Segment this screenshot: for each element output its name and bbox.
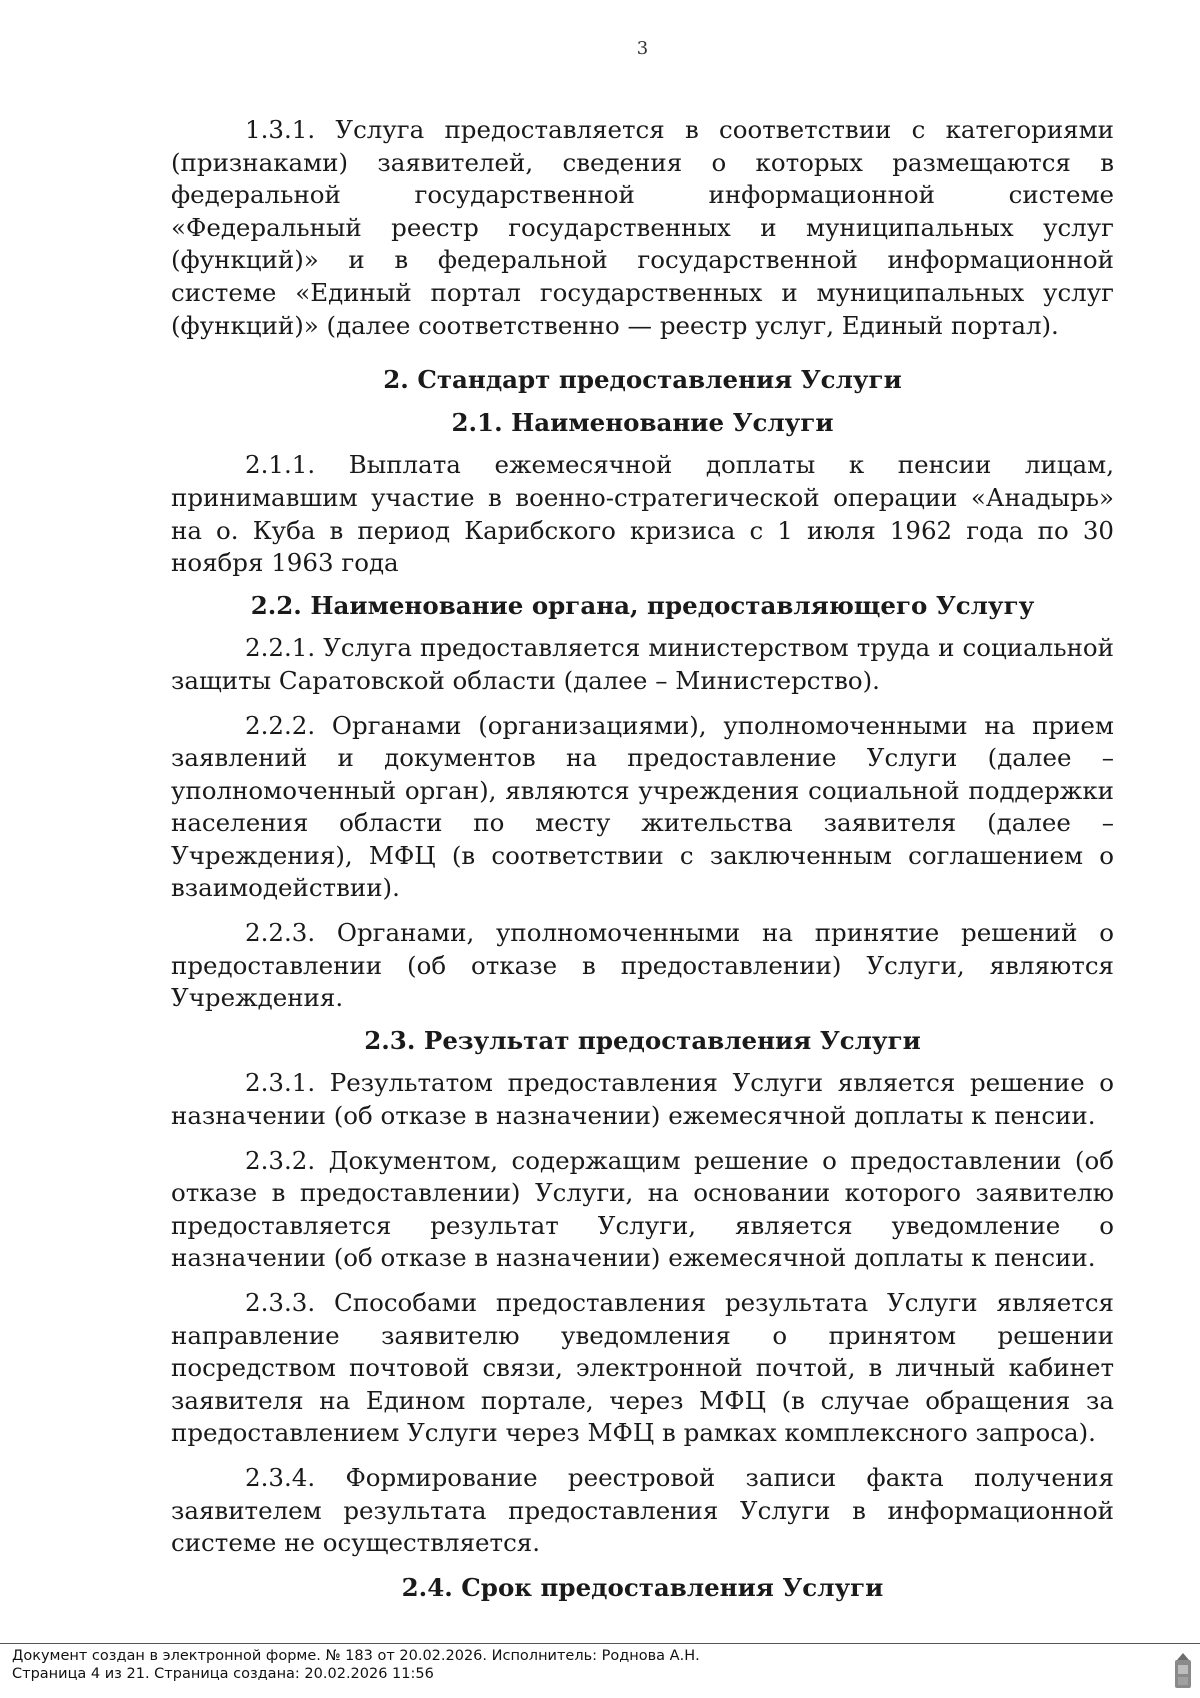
paragraph-2-2-2: 2.2.2. Органами (организациями), уполномоченными на прием заявлений и документов на предоставление Услуги (далее – уполномоченный орган), являются учреждения социальной поддержки населения области по месту жительства заявителя (далее – Учреждения), МФЦ (в соответствии с заключенным соглашением о взаимодействии). [171, 710, 1114, 903]
heading-2-1: 2.1. Наименование Услуги [451, 407, 834, 437]
heading-section-2: 2. Стандарт предоставления Услуги [383, 365, 902, 395]
heading-2-3: 2.3. Результат предоставления Услуги [364, 1025, 921, 1055]
footer [12, 1647, 700, 1683]
heading-2-4: 2.4. Срок предоставления Услуги [401, 1572, 884, 1602]
paragraph-2-3-3: 2.3.3. Способами предоставления результата Услуги является направление заявителю уведомления о принятом решении посредством почтовой связи, электронной почтой, в личный кабинет заявителя на Едином портале, через МФЦ (в случае обращения за предоставлением Услуги через МФЦ в рамках комплексного запроса). [171, 1288, 1114, 1448]
page-number: 3 [636, 38, 649, 59]
coat-of-arms-icon [1172, 1652, 1194, 1690]
paragraph-2-1-1: 2.1.1. Выплата ежемесячной доплаты к пенсии лицам, принимавшим участие в военно-стратегической операции «Анадырь» на о. Куба в период Карибского кризиса с 1 июля 1962 года по 30 ноября 1963 года [171, 450, 1114, 578]
document-body [171, 114, 1114, 1604]
paragraph-2-3-2: 2.3.2. Документом, содержащим решение о предоставлении (об отказе в предоставлении) Услуги, на основании которого заявителю предоставляется результат Услуги, является уведомление о назначении (об отказе в назначении) ежемесячной доплаты к пенсии. [171, 1145, 1114, 1273]
paragraph-2-3-4: 2.3.4. Формирование реестровой записи факта получения заявителем результата предоставления Услуги в информационной системе не осуществляется. [171, 1462, 1114, 1558]
paragraph-2-2-3: 2.2.3. Органами, уполномоченными на принятие решений о предоставлении (об отказе в предоставлении) Услуги, являются Учреждения. [171, 918, 1114, 1013]
footer-divider [0, 1643, 1200, 1644]
footer-line-2: Страница 4 из 21. Страница создана: 20.02.2026 11:56 [12, 1666, 434, 1682]
paragraph-2-2-1: 2.2.1. Услуга предоставляется министерством труда и социальной защиты Саратовской области (далее – Министерство). [171, 633, 1114, 695]
heading-2-2: 2.2. Наименование органа, предоставляющего Услугу [250, 590, 1035, 620]
paragraph-1-3-1: 1.3.1. Услуга предоставляется в соответствии с категориями (признаками) заявителей, сведения о которых размещаются в федеральной государственной информационной системе «Федеральный реестр государственных и муниципальных услуг (функций)» и в федеральной государственной информационной системе «Единый портал государственных и муниципальных услуг (функций)» (далее соответственно — реестр услуг, Единый портал). [171, 115, 1114, 340]
footer-line-1: Документ создан в электронной форме. № 183 от 20.02.2026. Исполнитель: Роднова А.Н. [12, 1648, 700, 1664]
paragraph-2-3-1: 2.3.1. Результатом предоставления Услуги является решение о назначении (об отказе в назначении) ежемесячной доплаты к пенсии. [171, 1068, 1114, 1131]
